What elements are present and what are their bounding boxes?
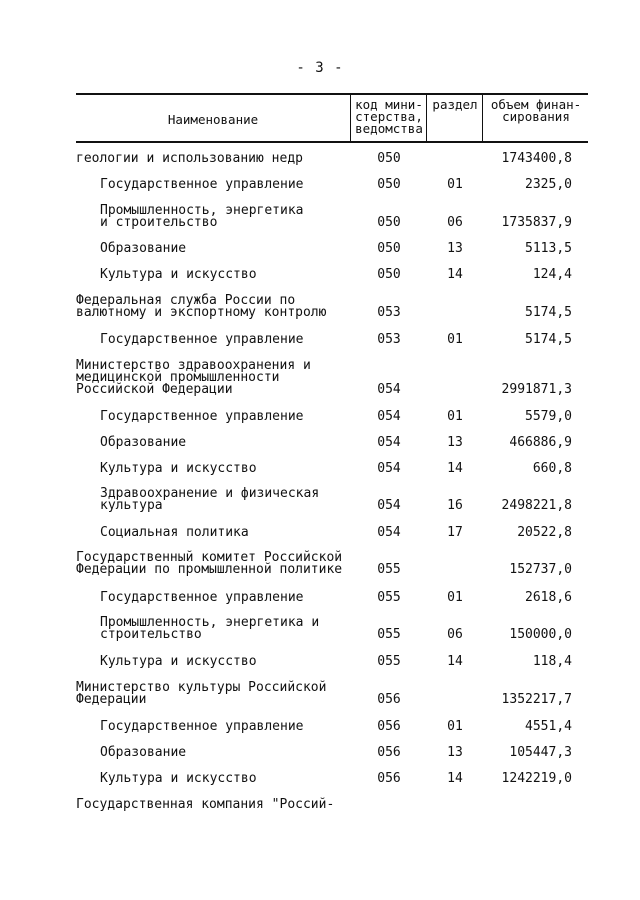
row-section: 01 — [447, 332, 463, 347]
row-amount: 1352217,7 — [501, 692, 572, 707]
row-amount: 1735837,9 — [501, 215, 572, 230]
row-ministry-code: 050 — [377, 241, 401, 256]
row-ministry-code: 054 — [377, 498, 401, 513]
row-ministry-code: 054 — [377, 409, 401, 424]
row-amount: 660,8 — [532, 461, 572, 476]
row-section: 16 — [447, 498, 463, 513]
row-amount: 2618,6 — [525, 590, 572, 605]
row-amount: 4551,4 — [525, 719, 572, 734]
row-amount: 5174,5 — [525, 332, 572, 347]
row-name: Государственное управление — [100, 409, 304, 424]
row-amount: 2498221,8 — [501, 498, 572, 513]
row-ministry-code: 053 — [377, 305, 401, 320]
row-name: Культура и искусство — [100, 267, 257, 282]
row-amount: 1743400,8 — [501, 151, 572, 166]
row-amount: 1242219,0 — [501, 771, 572, 786]
row-section: 14 — [447, 771, 463, 786]
row-name: Министерство здравоохранения и медицинской промышленности Российской Федерации — [76, 358, 311, 397]
row-ministry-code: 056 — [377, 771, 401, 786]
row-amount: 2991871,3 — [501, 382, 572, 397]
table-header-top-rule — [76, 93, 588, 95]
header-name: Наименование — [167, 112, 259, 127]
row-section: 01 — [447, 177, 463, 192]
row-name: Культура и искусство — [100, 461, 257, 476]
row-name: Образование — [100, 745, 187, 760]
row-amount: 5113,5 — [525, 241, 572, 256]
row-ministry-code: 050 — [377, 151, 401, 166]
row-name: Государственное управление — [100, 177, 304, 192]
row-ministry-code: 056 — [377, 745, 401, 760]
row-amount: 105447,3 — [509, 745, 572, 760]
table-header-bottom-rule — [76, 141, 588, 143]
row-amount: 118,4 — [532, 654, 572, 669]
row-name: Государственное управление — [100, 332, 304, 347]
row-amount: 2325,0 — [525, 177, 572, 192]
row-amount: 20522,8 — [517, 525, 572, 540]
row-ministry-code: 056 — [377, 692, 401, 707]
row-amount: 152737,0 — [509, 562, 572, 577]
row-section: 01 — [447, 719, 463, 734]
row-name: Социальная политика — [100, 525, 249, 540]
row-ministry-code: 056 — [377, 719, 401, 734]
row-section: 14 — [447, 654, 463, 669]
row-name: Образование — [100, 435, 187, 450]
row-section: 14 — [447, 267, 463, 282]
row-name: Промышленность, энергетика и строительство — [100, 615, 320, 642]
row-name: Образование — [100, 241, 187, 256]
row-section: 06 — [447, 215, 463, 230]
row-section: 17 — [447, 525, 463, 540]
row-ministry-code: 054 — [377, 435, 401, 450]
row-ministry-code: 055 — [377, 562, 401, 577]
row-amount: 5579,0 — [525, 409, 572, 424]
row-ministry-code: 053 — [377, 332, 401, 347]
row-section: 13 — [447, 241, 463, 256]
row-section: 13 — [447, 745, 463, 760]
header-financing: объем финан- сирования — [490, 97, 582, 124]
row-name: Государственное управление — [100, 719, 304, 734]
row-name: Государственный комитет Российской Федерации по промышленной политике — [76, 550, 343, 577]
row-section: 06 — [447, 627, 463, 642]
row-section: 14 — [447, 461, 463, 476]
row-name: Государственное управление — [100, 590, 304, 605]
row-name: Министерство культуры Российской Федерации — [76, 680, 327, 707]
row-name: Федеральная служба России по валютному и экспортному контролю — [76, 293, 327, 320]
row-ministry-code: 055 — [377, 590, 401, 605]
header-divider — [426, 94, 427, 141]
header-ministry-code: код мини- стерства, ведомства — [355, 97, 423, 136]
header-divider — [350, 94, 351, 141]
row-name: Здравоохранение и физическая культура — [100, 486, 320, 513]
row-amount: 124,4 — [532, 267, 572, 282]
row-section: 01 — [447, 590, 463, 605]
trailing-text: Государственная компания "Россий- — [76, 797, 335, 812]
row-ministry-code: 054 — [377, 382, 401, 397]
row-section: 13 — [447, 435, 463, 450]
row-ministry-code: 055 — [377, 654, 401, 669]
row-name: геологии и использованию недр — [76, 151, 303, 166]
row-amount: 466886,9 — [509, 435, 572, 450]
header-divider — [482, 94, 483, 141]
row-name: Культура и искусство — [100, 654, 257, 669]
row-ministry-code: 050 — [377, 267, 401, 282]
header-section: раздел — [432, 97, 478, 112]
row-ministry-code: 054 — [377, 461, 401, 476]
row-ministry-code: 050 — [377, 215, 401, 230]
row-amount: 5174,5 — [525, 305, 572, 320]
page-number: - 3 - — [296, 60, 344, 76]
row-name: Культура и искусство — [100, 771, 257, 786]
row-ministry-code: 050 — [377, 177, 401, 192]
row-ministry-code: 055 — [377, 627, 401, 642]
row-section: 01 — [447, 409, 463, 424]
row-amount: 150000,0 — [509, 627, 572, 642]
row-ministry-code: 054 — [377, 525, 401, 540]
row-name: Промышленность, энергетика и строительство — [100, 203, 304, 230]
